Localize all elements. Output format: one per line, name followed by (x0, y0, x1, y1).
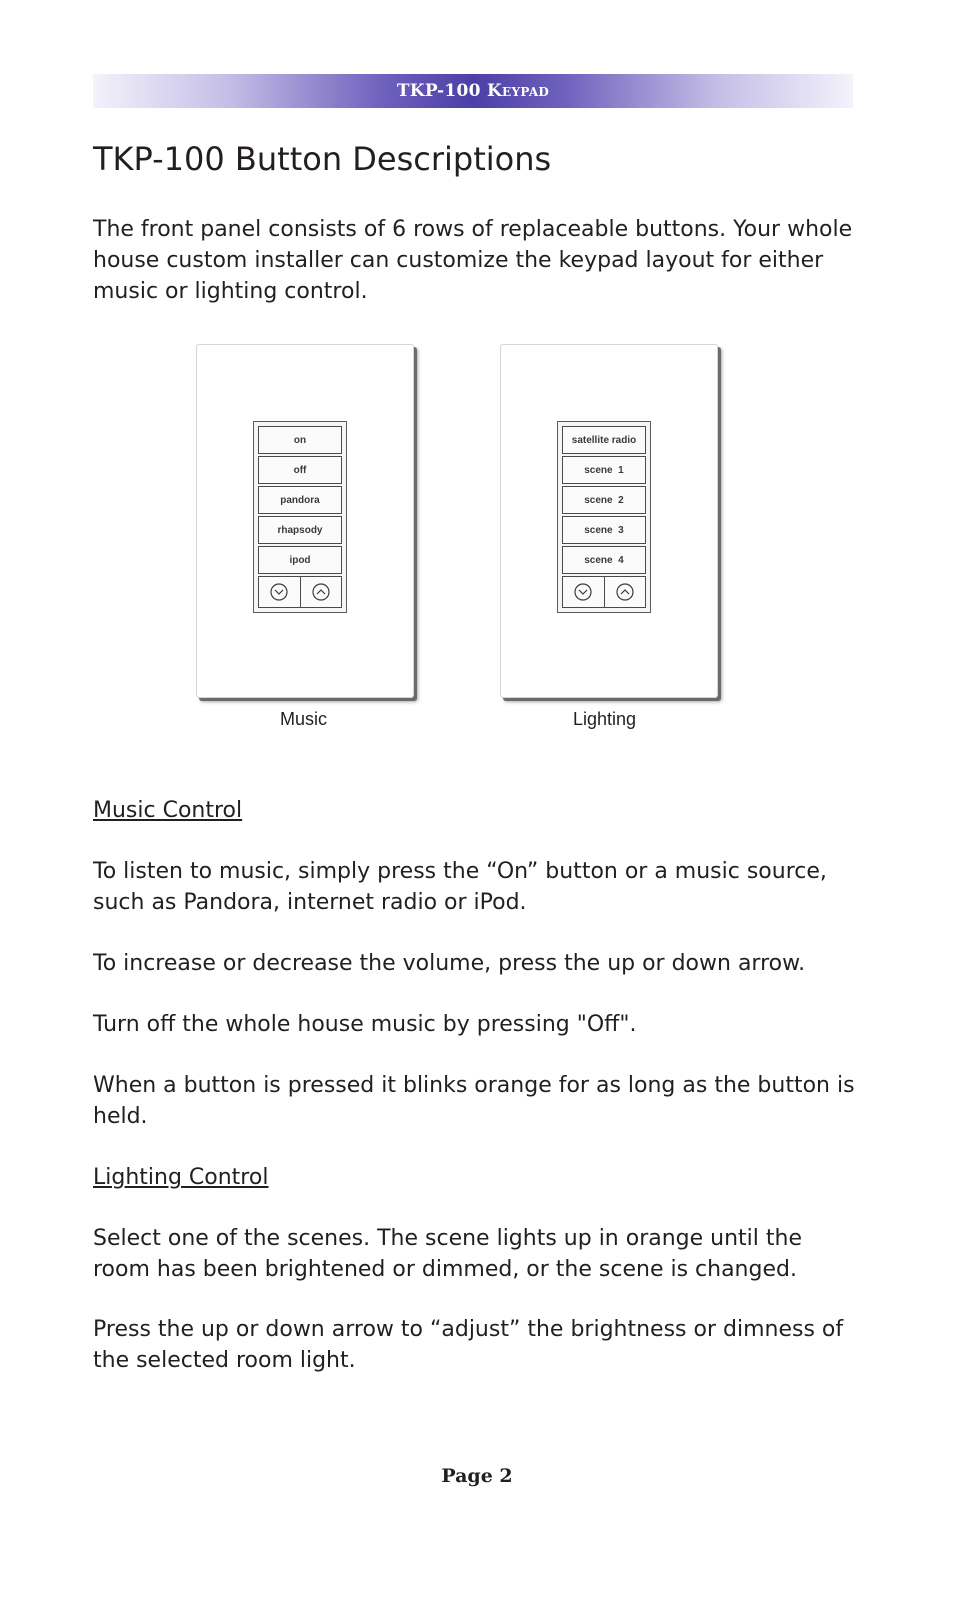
header-title: TKP-100 Keypad (396, 81, 550, 101)
lighting-up-arrow-button (604, 577, 646, 607)
lighting-keypad (557, 421, 651, 613)
lighting-button-scene-3: scene 3 (562, 516, 646, 544)
lighting-keypad-plate (500, 344, 718, 698)
up-arrow-icon (311, 582, 331, 602)
lighting-paragraph-1: Select one of the scenes. The scene lights up in orange until the room has been brightened or dimmed, or the scene is changed. (93, 1226, 803, 1282)
music-button-on: on (258, 426, 342, 454)
lighting-down-arrow-button (563, 577, 604, 607)
music-paragraph-3: Turn off the whole house music by pressing "Off". (93, 1012, 637, 1037)
music-down-arrow-button (259, 577, 300, 607)
music-up-arrow-button (300, 577, 342, 607)
music-caption: Music (280, 709, 328, 729)
music-control-heading: Music Control (93, 798, 243, 823)
page-number: Page 2 (441, 1465, 513, 1487)
page-title: TKP-100 Button Descriptions (93, 140, 552, 178)
intro-paragraph: The front panel consists of 6 rows of replaceable buttons. Your whole house custom installer can customize the keypad layout for either music or lighting control. (93, 217, 853, 304)
music-button-off: off (258, 456, 342, 484)
music-paragraph-1: To listen to music, simply press the “On” button or a music source, such as Pandora, internet radio or iPod. (93, 859, 827, 915)
music-paragraph-4: When a button is pressed it blinks orange for as long as the button is held. (93, 1073, 855, 1129)
lighting-control-heading: Lighting Control (93, 1165, 269, 1190)
lighting-paragraph-2: Press the up or down arrow to “adjust” the brightness or dimness of the selected room light. (93, 1317, 844, 1373)
lighting-button-scene-2: scene 2 (562, 486, 646, 514)
down-arrow-icon (573, 582, 593, 602)
music-arrow-row (258, 576, 342, 608)
music-button-ipod: ipod (258, 546, 342, 574)
lighting-button-satellite-radio: satellite radio (562, 426, 646, 454)
header-band (93, 74, 853, 108)
lighting-caption: Lighting (573, 709, 637, 729)
music-keypad-plate (196, 344, 414, 698)
up-arrow-icon (615, 582, 635, 602)
music-button-pandora: pandora (258, 486, 342, 514)
music-paragraph-2: To increase or decrease the volume, press the up or down arrow. (93, 951, 806, 976)
music-keypad (253, 421, 347, 613)
lighting-button-scene-4: scene 4 (562, 546, 646, 574)
down-arrow-icon (269, 582, 289, 602)
music-button-rhapsody: rhapsody (258, 516, 342, 544)
lighting-button-scene-1: scene 1 (562, 456, 646, 484)
lighting-arrow-row (562, 576, 646, 608)
